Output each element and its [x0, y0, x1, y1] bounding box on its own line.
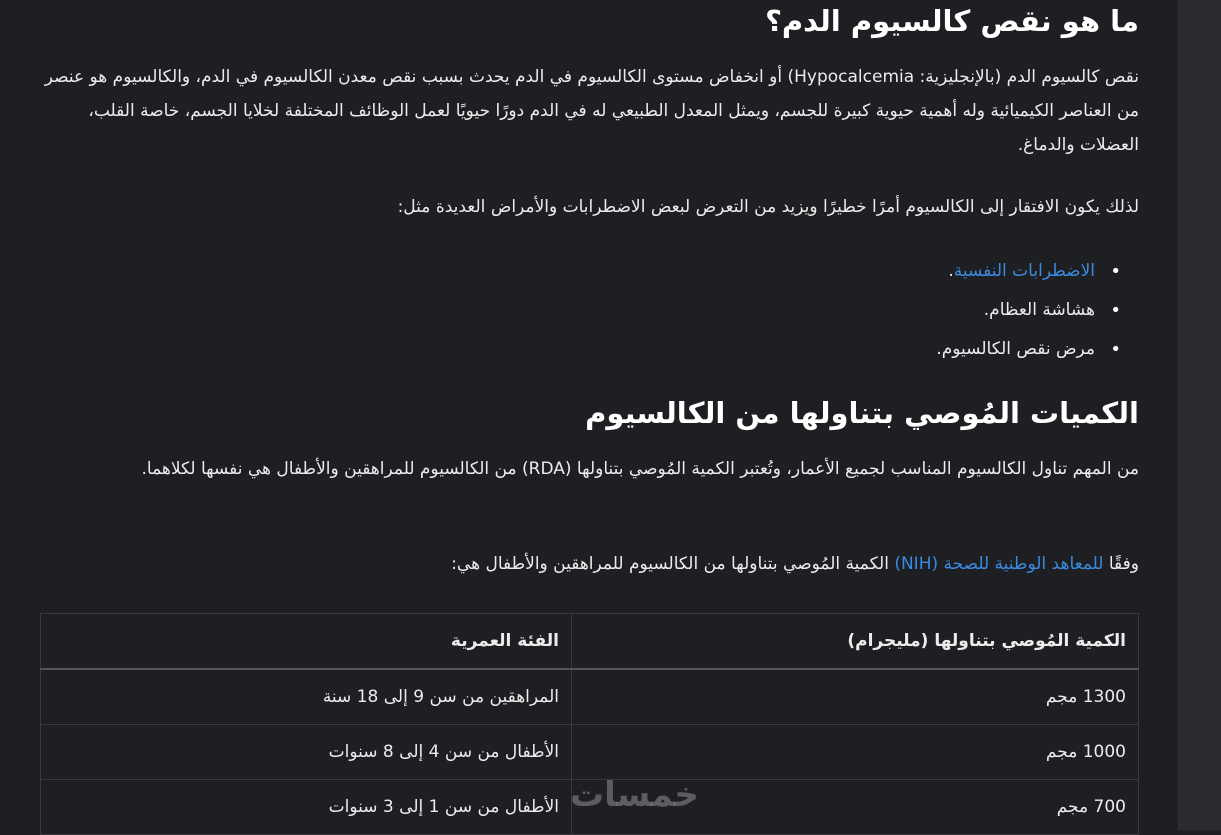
nih-link[interactable]: للمعاهد الوطنية للصحة (NIH)	[894, 554, 1104, 574]
psychological-disorders-link[interactable]: الاضطرابات النفسية	[953, 261, 1095, 281]
watermark-logo: خمسات	[570, 775, 699, 815]
list-item: • الاضطرابات النفسية.	[936, 252, 1095, 291]
cell-amount: 1000 مجم	[572, 725, 1139, 780]
cell-age-group: الأطفال من سن 4 إلى 8 سنوات	[41, 725, 572, 780]
section-title-hypocalcemia: ما هو نقص كالسيوم الدم؟	[765, 4, 1139, 38]
cell-age-group: الأطفال من سن 1 إلى 3 سنوات	[41, 780, 572, 835]
risk-paragraph: لذلك يكون الافتقار إلى الكالسيوم أمرًا خطيرًا ويزيد من التعرض لبعض الاضطرابات والأمراض العديدة مثل:	[397, 197, 1139, 217]
section-title-recommended-amounts: الكميات المُوصي بتناولها من الكالسيوم	[585, 396, 1139, 430]
scrollbar-track[interactable]	[1178, 0, 1221, 830]
term-english: Hypocalcemia	[794, 67, 915, 87]
header-amount: الكمية المُوصي بتناولها (مليجرام)	[572, 614, 1139, 670]
header-age-group: الفئة العمرية	[41, 614, 572, 670]
list-item: • هشاشة العظام.	[936, 291, 1095, 330]
nih-paragraph: وفقًا للمعاهد الوطنية للصحة (NIH) الكمية المُوصي بتناولها من الكالسيوم للمراهقين والأطفال هي:	[451, 554, 1139, 574]
cell-age-group: المراهقين من سن 9 إلى 18 سنة	[41, 669, 572, 725]
table-row	[41, 725, 1139, 780]
rda-paragraph: من المهم تناول الكالسيوم المناسب لجميع الأعمار، وتُعتبر الكمية المُوصي بتناولها (RDA) من الكالسيوم للمراهقين والأطفال هي نفسها لكلاهما.	[141, 459, 1139, 479]
table-row	[41, 669, 1139, 725]
list-item: • مرض نقص الكالسيوم.	[936, 330, 1095, 369]
cell-amount: 1300 مجم	[572, 669, 1139, 725]
cell-amount: 700 مجم	[572, 780, 1139, 835]
disorders-list	[936, 252, 1139, 369]
intro-text-end: ) أو انخفاض مستوى الكالسيوم في الدم يحدث بسبب نقص معدن الكالسيوم في الدم، والكالسيوم هو عنصر من العناصر الكيميائية وله أهمية حيوية كبيرة للجسم، ويمثل المعدل الطبيعي له في الدم دورًا حيويًا لعمل الوظائف المختلفة لخلايا الجسم، خاصة القلب، العضلات والدماغ.	[44, 67, 1139, 155]
intro-text-start: نقص كالسيوم الدم (بالإنجليزية:	[914, 67, 1139, 87]
table-header-row	[41, 614, 1139, 670]
intro-paragraph	[40, 60, 1139, 162]
